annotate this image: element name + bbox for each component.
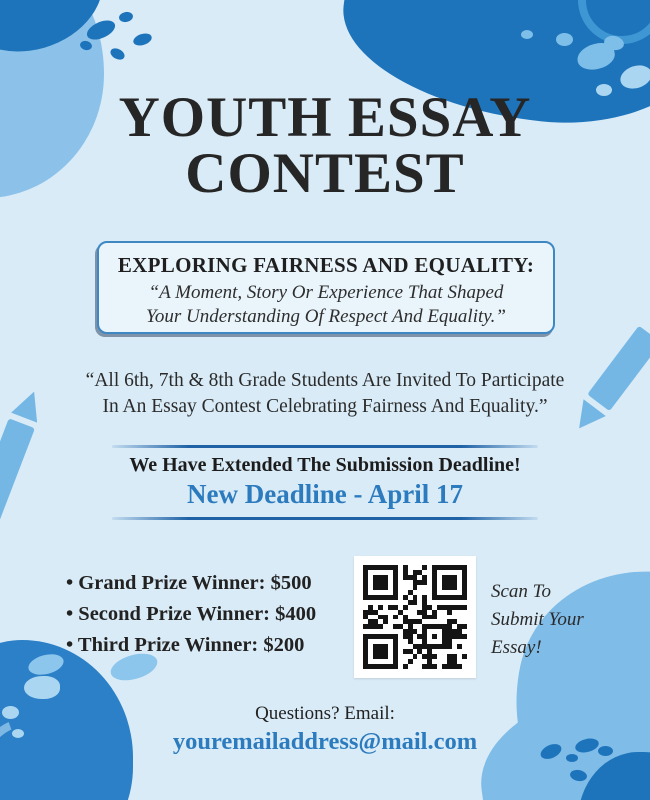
new-deadline-date: New Deadline - April 17 [187,479,463,509]
dot-icon [24,676,60,699]
prize-item: • Third Prize Winner: $200 [66,634,305,656]
contact-section [0,703,650,756]
title-line-2: CONTEST [185,142,465,205]
poster-title [0,86,650,205]
qr-caption-line: Essay! [491,637,542,658]
theme-heading: EXPLORING FAIRNESS AND EQUALITY: [117,253,535,277]
deadline-section [112,445,538,520]
invitation-text [0,368,650,420]
qr-caption-line: Submit Your [491,609,584,630]
speck-icon [109,46,127,62]
prize-item: • Second Prize Winner: $400 [66,603,317,625]
invitation-line-1: “All 6th, 7th & 8th Grade Students Are Invited To Participate [85,370,565,391]
qr-caption-line: Scan To [491,581,552,602]
dot-icon [556,33,573,46]
dot-icon [521,30,533,39]
divider-line [112,445,538,448]
invitation-line-2: In An Essay Contest Celebrating Fairness And Equality.” [102,396,548,417]
deadline-announcement: We Have Extended The Submission Deadline! [129,454,521,476]
qr-code-icon [363,565,467,669]
contact-prompt: Questions? Email: [255,703,395,724]
title-line-1: YOUTH ESSAY [118,86,532,149]
theme-box [97,241,555,334]
qr-box [354,556,476,678]
swirl-icon [0,445,35,506]
divider-line [112,517,538,520]
prize-item: • Grand Prize Winner: $500 [66,572,312,594]
speck-icon [132,31,153,47]
theme-quote-line-2: Your Understanding Of Respect And Equality.” [146,306,506,327]
theme-quote-line-1: “A Moment, Story Or Experience That Shaped [148,282,504,303]
qr-caption [491,578,584,662]
speck-icon [118,11,134,23]
theme-quote [99,281,553,329]
prize-list [66,568,316,661]
contact-email: youremailaddress@mail.com [172,728,478,755]
